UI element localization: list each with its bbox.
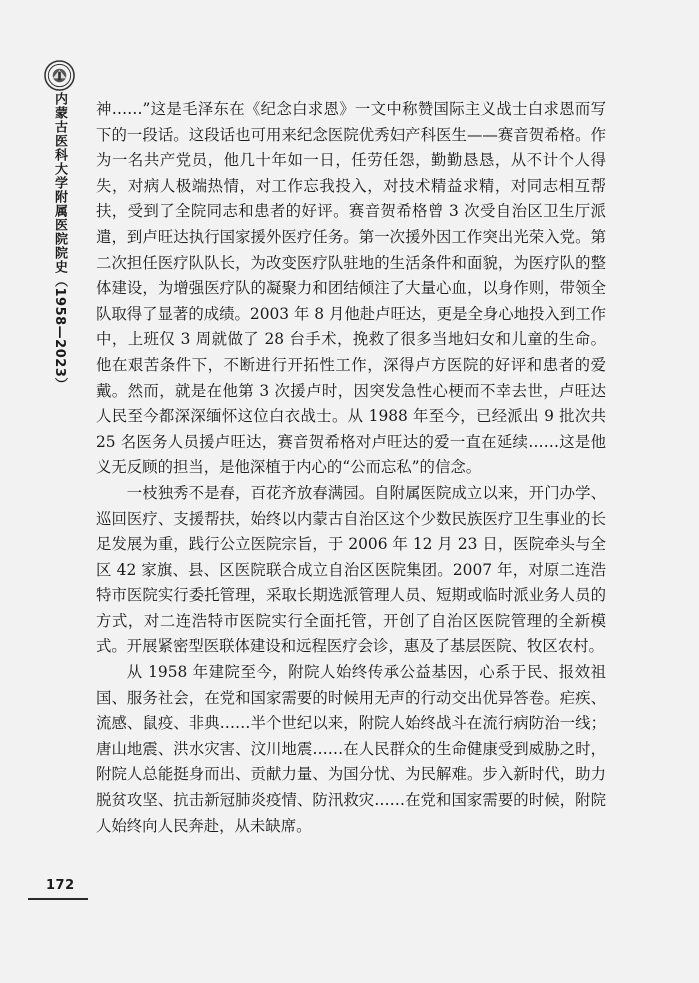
page-number-rule: [28, 898, 88, 900]
paragraph-1: 神……”这是毛泽东在《纪念白求恩》一文中称赞国际主义战士白求恩而写下的一段话。这段话也可用来纪念医院优秀妇产科医生——赛音贺希格。作为一名共产党员，他几十年如一日，任劳任怨，勤勤恳恳，从不计个人得失，对病人极端热情，对工作忘我投入，对技术精益求精，对同志相互帮扶，受到了全院同志和患者的好评。赛音贺希格曾 3 次受自治区卫生厅派遣，到卢旺达执行国家援外医疗任务。第一次援外因工作突出光荣入党。第二次担任医疗队队长，为改变医疗队驻地的生活条件和面貌，为医疗队的整体建设，为增强医疗队的凝聚力和团结倾注了大量心血，以身作则，带领全队取得了显著的成绩。2003 年 8 月他赴卢旺达，更是全身心地投入到工作中，上班仅 3 周就做了 28 台手术，挽救了很多当地妇女和儿童的生命。他在艰苦条件下，不断进行开拓性工作，深得卢方医院的好评和患者的爱戴。然而，就是在他第 3 次援卢时，因突发急性心梗而不幸去世，卢旺达人民至今都深深缅怀这位白衣战士。从 1988 年至今，已经派出 9 批次共 25 名医务人员援卢旺达，赛音贺希格对卢旺达的爱一直在延续……这是他义无反顾的担当，是他深植于内心的“公而忘私”的信念。: [96, 100, 606, 477]
book-years: （1958—2023）: [52, 274, 67, 391]
book-title: 内蒙古医科大学附属医院院史: [52, 92, 67, 274]
page-number: 172: [46, 878, 75, 893]
hospital-emblem-icon: [44, 60, 75, 91]
main-text: [96, 97, 606, 839]
paragraph-3: 从 1958 年建院至今，附院人始终传承公益基因，心系于民、报效祖国、服务社会，在党和国家需要的时候用无声的行动交出优异答卷。疟疾、流感、鼠疫、非典……半个世纪以来，附院人始终战斗在流行病防治一线；唐山地震、洪水灾害、汶川地震……在人民群众的生命健康受到威胁之时，附院人总能挺身而出、贡献力量、为国分忧、为民解难。步入新时代，助力脱贫攻坚、抗击新冠肺炎疫情、防汛救灾……在党和国家需要的时候，附院人始终向人民奔赴，从未缺席。: [96, 663, 606, 835]
paragraph-2: 一枝独秀不是春，百花齐放春满园。自附属医院成立以来，开门办学、巡回医疗、支援帮扶，始终以内蒙古自治区这个少数民族医疗卫生事业的长足发展为重，践行公立医院宗旨，于 2006 年 12 月 23 日，医院牵头与全区 42 家旗、县、区医院联合成立自治区医院集团。2007 年，对原二连浩特市医院实行委托管理，采取长期选派管理人员、短期或临时派业务人员的方式，对二连浩特市医院实行全面托管，开创了自治区医院管理的全新模式。开展紧密型医联体建设和远程医疗会诊，惠及了基层医院、牧区农村。: [96, 483, 606, 656]
running-header: [50, 92, 68, 391]
